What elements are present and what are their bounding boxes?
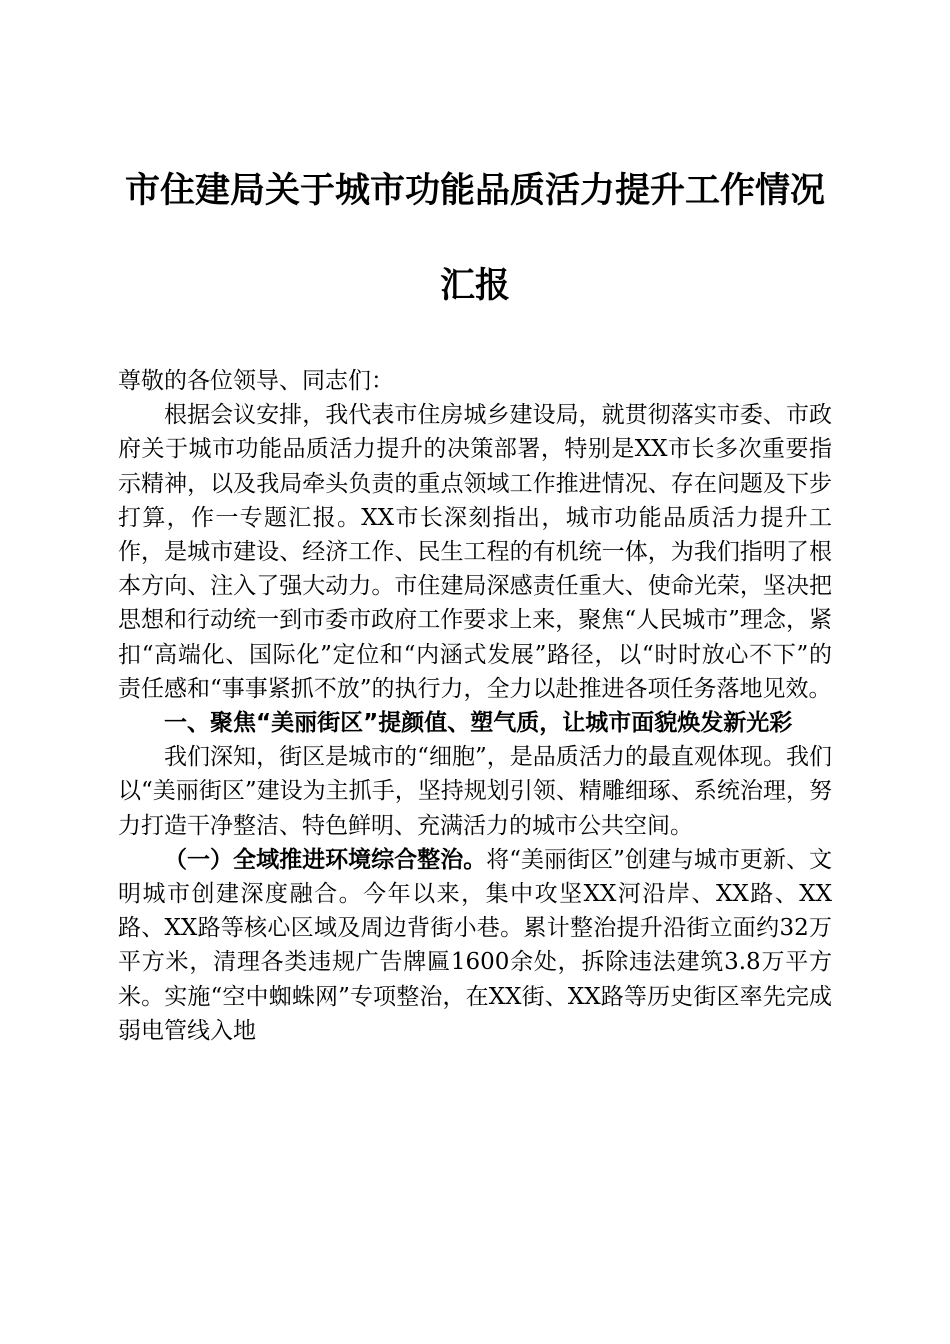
salutation: 尊敬的各位领导、同志们： [118,368,394,394]
subsection1-paragraph [118,843,832,1048]
section1-heading: 一、聚焦“美丽街区”提颜值、塑气质，让城市面貌焕发新光彩 [164,710,793,737]
subsection1-text: 将“美丽街区”创建与城市更新、文明城市创建深度融合。今年以来，集中攻坚XX河沿岸、XX路、XX路、XX路等核心区域及周边背街小巷。累计整治提升沿街立面约32万平方米，清理各类违规广告牌匾1600余处，拆除违法建筑3.8万平方米。实施“空中蜘蛛网”专项整治，在XX街、XX路等历史街区率先完成弱电管线入地 [118,846,832,1044]
document-title-line2: 汇报 [439,265,510,306]
section1-paragraph: 我们深知，街区是城市的“细胞”，是品质活力的最直观体现。我们以“美丽街区”建设为主抓手，坚持规划引领、精雕细琢、系统治理，努力打造干净整洁、特色鲜明、充满活力的城市公共空间。 [118,744,832,839]
intro-paragraph: 根据会议安排，我代表市住房城乡建设局，就贯彻落实市委、市政府关于城市功能品质活力提升的决策部署，特别是XX市长多次重要指示精神，以及我局牵头负责的重点领域工作推进情况、存在问题及下步打算，作一专题汇报。XX市长深刻指出，城市功能品质活力提升工作，是城市建设、经济工作、民生工程的有机统一体，为我们指明了根本方向、注入了强大动力。市住建局深感责任重大、使命光荣，坚决把思想和行动统一到市委市政府工作要求上来，聚焦“人民城市”理念，紧扣“高端化、国际化”定位和“内涵式发展”路径，以“时时放心不下”的责任感和“事事紧抓不放”的执行力，全力以赴推进各项任务落地见效。 [118,402,832,702]
document-title-line1: 市住建局关于城市功能品质活力提升工作情况 [124,170,825,211]
subsection1-lead: （一）全域推进环境综合整治。 [164,846,487,873]
document-body [118,364,832,1048]
